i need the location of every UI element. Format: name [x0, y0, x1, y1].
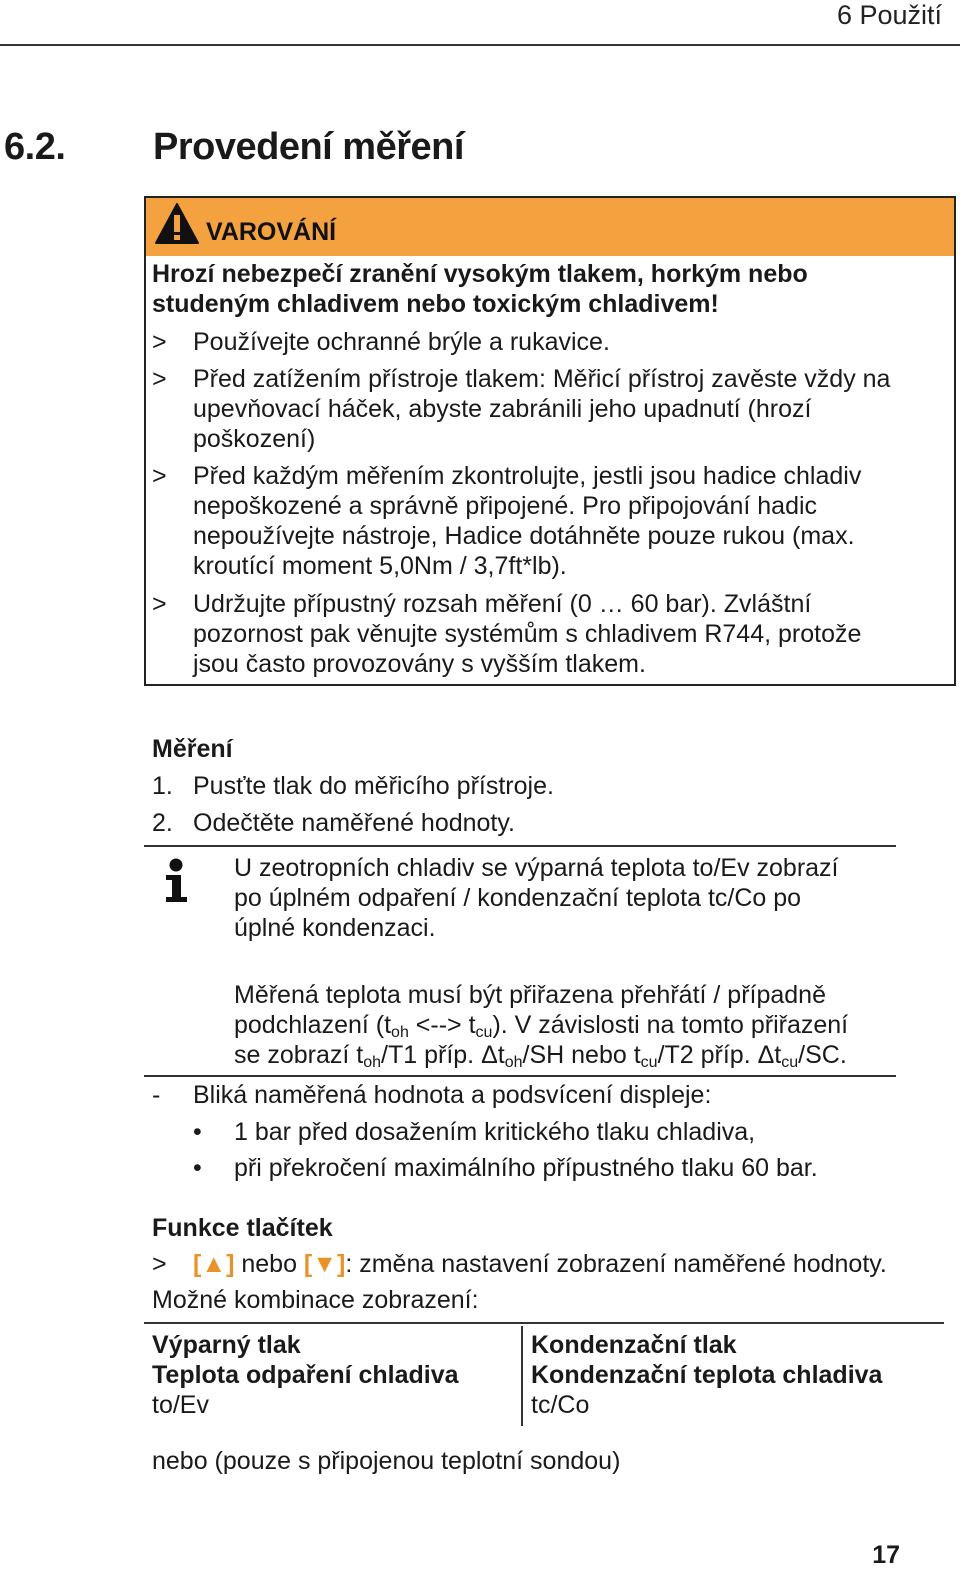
table-cell-right: [531, 1330, 951, 1420]
cell-line: Kondenzační teplota chladiva: [531, 1361, 883, 1389]
blink-text: Bliká naměřená hodnota a podsvícení displeje:: [193, 1081, 712, 1109]
bullet-marker: >: [152, 462, 167, 490]
info-line: po úplném odpaření / kondenzační teplota tc/Co po: [234, 884, 802, 912]
warning-item-line: jsou často provozovány s vyšším tlakem.: [193, 650, 646, 678]
measure-title: Měření: [152, 735, 233, 763]
bullet-dot: •: [193, 1118, 202, 1146]
warning-item-line: nepoužívejte nástroje, Hadice dotáhněte pouze rukou (max.: [193, 522, 855, 550]
dash-marker: -: [152, 1081, 161, 1109]
footer-note: nebo (pouze s připojenou teplotní sondou): [152, 1447, 621, 1475]
table-top-rule: [144, 1322, 944, 1324]
warning-item-line: upevňovací háček, abyste zabránili jeho upadnutí (hrozí: [193, 395, 812, 423]
info-paragraph-2: [234, 980, 914, 1070]
section-number: 6.2.: [4, 126, 66, 168]
bullet-marker: >: [152, 328, 167, 356]
info-top-rule: [144, 845, 896, 847]
warning-item-4: [193, 589, 943, 679]
cell-line: to/Ev: [152, 1391, 209, 1419]
down-key: [▼]: [303, 1250, 346, 1278]
warning-bold-line-2: studeným chladivem nebo toxickým chladivem!: [152, 290, 719, 318]
page-number: 17: [872, 1541, 900, 1569]
running-header: 6 Použití: [836, 0, 942, 30]
bullet-marker: >: [152, 590, 167, 618]
info-icon: [162, 858, 192, 904]
info-line: Měřená teplota musí být přiřazena přehřátí / případně: [234, 981, 826, 1009]
warning-item-line: pozornost pak věnujte systémům s chladivem R744, protože: [193, 620, 862, 648]
cell-line: Kondenzační tlak: [531, 1331, 737, 1359]
step-number: 2.: [152, 809, 173, 837]
cell-line: tc/Co: [531, 1391, 590, 1419]
functions-title: Funkce tlačítek: [152, 1214, 333, 1242]
bullet-marker: >: [152, 365, 167, 393]
info-line: podchlazení ($t_{oh}$ <--> $t_{cu}$). V závislosti na tomto přiřazení: [234, 1011, 849, 1041]
warning-item-line: poškození): [193, 425, 316, 453]
blink-item: při překročení maximálního přípustného tlaku 60 bar.: [234, 1154, 818, 1182]
warning-item-3: [193, 461, 943, 581]
cell-line: Výparný tlak: [152, 1331, 301, 1359]
warning-item-1: [193, 327, 943, 357]
cell-line: Teplota odpaření chladiva: [152, 1361, 459, 1389]
info-line: U zeotropních chladiv se výparná teplota to/Ev zobrazí: [234, 854, 839, 882]
functions-line: [▲] nebo [▼]: změna nastavení zobrazení naměřené hodnoty.: [193, 1250, 887, 1278]
warning-header: [146, 198, 954, 256]
info-line: úplné kondenzaci.: [234, 914, 436, 942]
combos-label: Možné kombinace zobrazení:: [152, 1286, 479, 1314]
warning-item-2: [193, 364, 943, 454]
step-text: Odečtěte naměřené hodnoty.: [193, 809, 515, 837]
info-bottom-rule: [144, 1075, 896, 1077]
step-text: Pusťte tlak do měřicího přístroje.: [193, 772, 554, 800]
warning-triangle-icon: [154, 202, 200, 246]
table-column-divider: [521, 1326, 523, 1426]
table-cell-left: [152, 1330, 512, 1420]
warning-item-line: nepoškozené a správně připojené. Pro připojování hadic: [193, 492, 818, 520]
warning-title: VAROVÁNÍ: [206, 218, 337, 246]
warning-item-line: Používejte ochranné brýle a rukavice.: [193, 328, 610, 356]
warning-item-line: Před zatížením přístroje tlakem: Měřicí přístroj zavěste vždy na: [193, 365, 891, 393]
blink-item: 1 bar před dosažením kritického tlaku chladiva,: [234, 1118, 756, 1146]
up-key: [▲]: [193, 1250, 235, 1278]
warning-bold-line-1: Hrozí nebezpečí zranění vysokým tlakem, horkým nebo: [152, 260, 808, 288]
bullet-dot: •: [193, 1154, 202, 1182]
info-paragraph-1: [234, 853, 914, 943]
info-line: se zobrazí $t_{oh}/T1$ příp. $\Delta t_{oh}/SH$ nebo $t_{cu}/T2$ příp. $\Delta t_{cu}/SC$.: [234, 1041, 847, 1071]
warning-item-line: Před každým měřením zkontrolujte, jestli jsou hadice chladiv: [193, 462, 862, 490]
warning-item-line: Udržujte přípustný rozsah měření (0 … 60 bar). Zvláštní: [193, 590, 812, 618]
step-number: 1.: [152, 772, 173, 800]
bullet-marker: >: [152, 1250, 167, 1278]
section-title: Provedení měření: [153, 126, 464, 168]
header-rule: [0, 44, 960, 46]
warning-item-line: kroutící moment 5,0Nm / 3,7ft*lb).: [193, 552, 567, 580]
